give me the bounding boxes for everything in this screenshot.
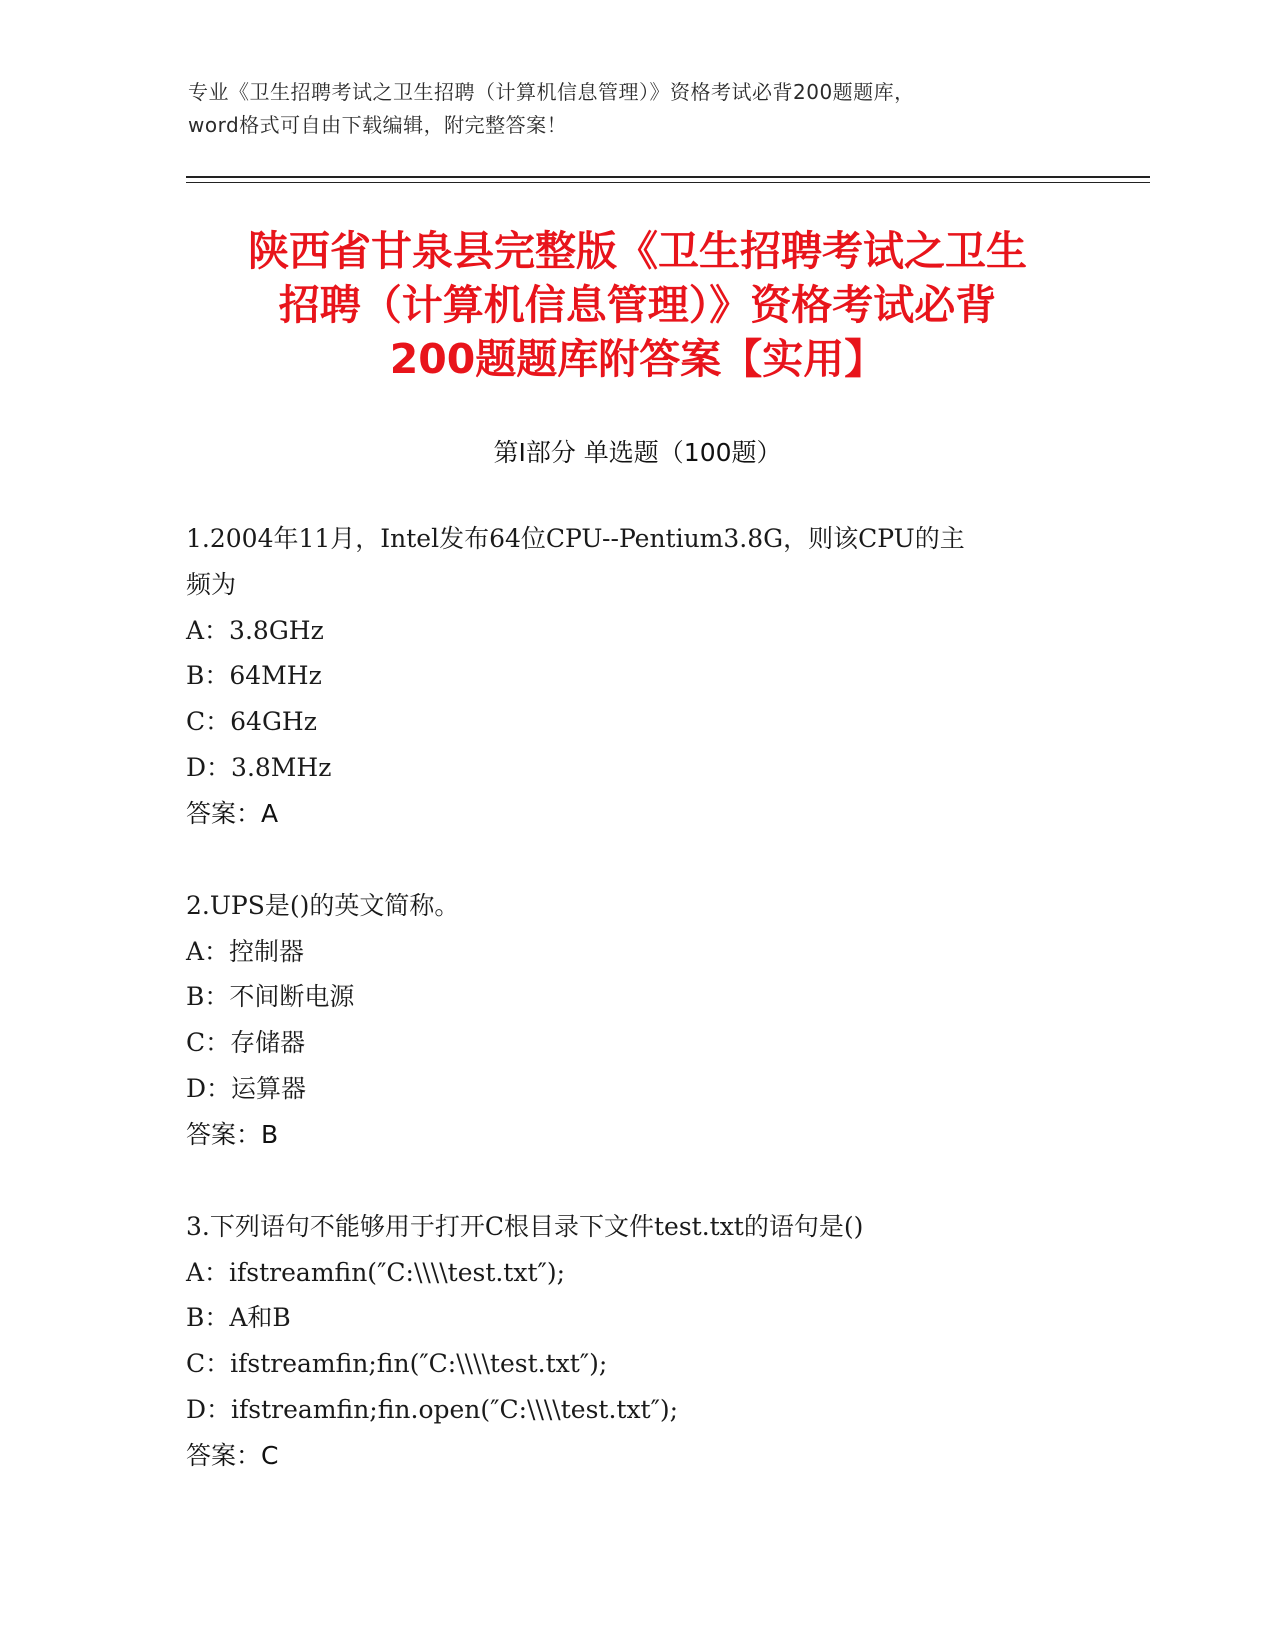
header-divider-thick — [186, 176, 1150, 178]
title-line-2: 招聘（计算机信息管理）》资格考试必背 — [278, 281, 997, 329]
question-3-option-d: D：ifstreamfin;fin.open(″C:\\\\test.txt″); — [186, 1395, 679, 1424]
header-note-line-1: 专业《卫生招聘考试之卫生招聘（计算机信息管理）》资格考试必背200题题库， — [188, 80, 915, 104]
title-line-1: 陕西省甘泉县完整版《卫生招聘考试之卫生 — [248, 227, 1027, 275]
question-3-answer: 答案：C — [186, 1441, 279, 1470]
title-line-3: 200题题库附答案【实用】 — [389, 335, 886, 383]
question-3-option-a: A：ifstreamfin(″C:\\\\test.txt″); — [186, 1258, 566, 1287]
header-note — [188, 76, 1088, 142]
question-1-option-c: C：64GHz — [186, 707, 317, 736]
question-3-option-b: B：A和B — [186, 1303, 291, 1332]
question-1-stem-line-2: 频为 — [186, 570, 237, 599]
question-3-option-c: C：ifstreamfin;fin(″C:\\\\test.txt″); — [186, 1349, 608, 1378]
question-3-stem: 3.下列语句不能够用于打开C根目录下文件test.txt的语句是() — [186, 1212, 864, 1241]
question-1-option-a: A：3.8GHz — [186, 616, 324, 645]
question-1-option-d: D：3.8MHz — [186, 753, 332, 782]
question-2-option-d: D：运算器 — [186, 1074, 307, 1103]
question-2-option-c: C：存储器 — [186, 1028, 306, 1057]
question-2-answer: 答案：B — [186, 1120, 279, 1149]
question-2-option-b: B：不间断电源 — [186, 982, 355, 1011]
document-title — [150, 224, 1125, 386]
question-2-stem: 2.UPS是()的英文简称。 — [186, 891, 460, 920]
header-divider-thin — [186, 182, 1150, 183]
question-2-option-a: A：控制器 — [186, 937, 305, 966]
header-note-line-2: word格式可自由下载编辑，附完整答案！ — [188, 113, 568, 137]
section-title: 第Ⅰ部分 单选题（100题） — [493, 438, 782, 467]
question-1-answer: 答案：A — [186, 799, 279, 828]
question-1-option-b: B：64MHz — [186, 661, 322, 690]
question-1-stem-line-1: 1.2004年11月，Intel发布64位CPU--Pentium3.8G，则该CPU的主 — [186, 524, 965, 553]
